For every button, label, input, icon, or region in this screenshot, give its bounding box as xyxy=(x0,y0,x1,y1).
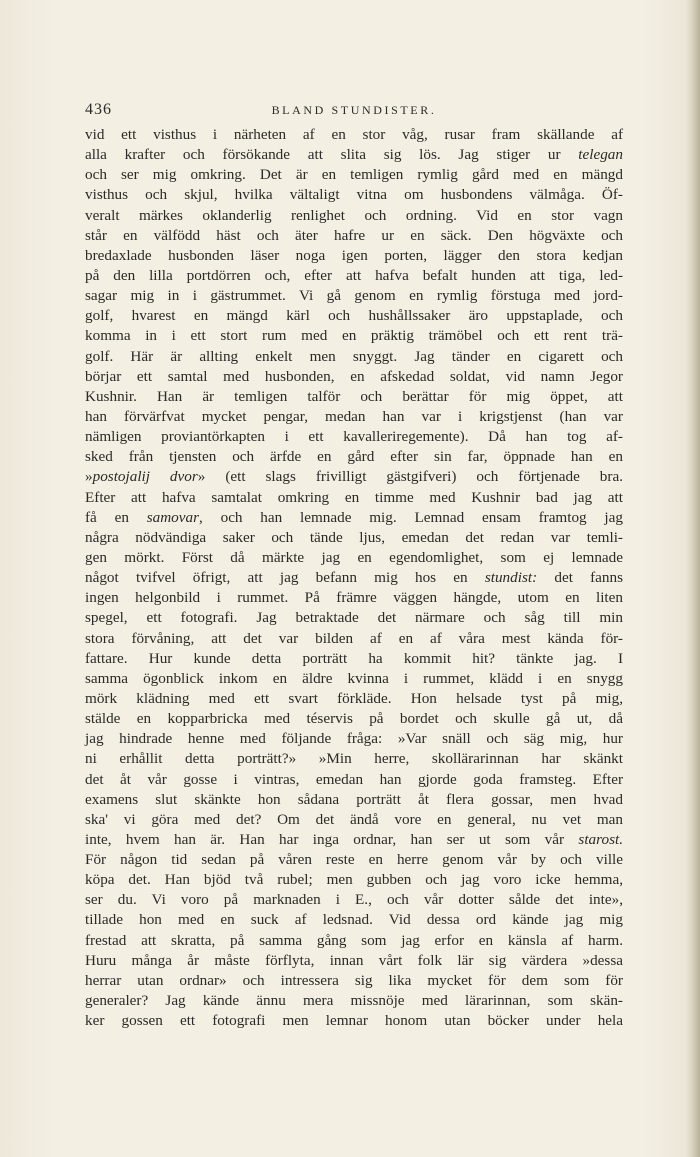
text-line: examens slut skänkte hon sådana porträtt åt flera gossar, men hvad xyxy=(85,790,623,808)
text-line: gen mörkt. Först då märkte jag en egendomlighet, som ej lemnade xyxy=(85,548,623,566)
text-line: tillade hon med en suck af ledsnad. Vid dessa ord kände jag mig xyxy=(85,911,623,929)
body-text xyxy=(85,125,623,1031)
page-edge-shadow xyxy=(686,0,700,1157)
text-line: ser du. Vi voro på marknaden i E., och vår dotter sålde det inte», xyxy=(85,891,623,909)
text-line: jag hindrade henne med följande fråga: »Var snäll och säg mig, hur xyxy=(85,730,623,748)
text-line: fattare. Hur kunde detta porträtt ha kommit hit? tänkte jag. I xyxy=(85,649,623,667)
text-line: få en samovar, och han lemnade mig. Lemnad ensam framtog jag xyxy=(85,508,623,526)
text-line: han förvärfvat mycket pengar, medan han var i krigstjenst (han var xyxy=(85,407,623,425)
text-line: ska' vi göra med det? Om det ändå vore en general, nu vet man xyxy=(85,810,623,828)
text-line: sked från tjensten och ärfde en gård efter sin far, öppnade han en xyxy=(85,448,623,466)
text-line: stora förvåning, att det var bilden af en af våra mest kända för- xyxy=(85,629,623,647)
text-line: komma in i ett stort rum med en präktig trämöbel och ett rent trä- xyxy=(85,327,623,345)
text-line: spegel, ett fotografi. Jag betraktade det närmare och såg till min xyxy=(85,609,623,627)
text-line: nämligen proviantörkapten i ett kavalleriregemente). Då han tog af- xyxy=(85,428,623,446)
page-number: 436 xyxy=(85,101,112,118)
text-line: Kushnir. Han är temligen talför och berättar för mig öppet, att xyxy=(85,387,623,405)
text-line: något tvifvel öfrigt, att jag befann mig hos en stundist: det fanns xyxy=(85,569,624,587)
text-line: sagar mig in i gästrummet. Vi gå genom en rymlig förstuga med jord- xyxy=(85,287,623,305)
text-line: börjar ett samtal med husbonden, en afskedad soldat, vid namn Jegor xyxy=(85,367,623,385)
text-line: samma ögonblick inkom en äldre kvinna i rummet, klädd i en snygg xyxy=(85,669,623,687)
text-line: visthus och skjul, hvilka vältaligt vitna om husbondens välmåga. Öf- xyxy=(85,186,623,204)
text-line: frestad att skratta, på samma gång som jag erfor en känsla af harm. xyxy=(85,931,623,949)
text-line: inte, hvem han är. Han har inga ordnar, han ser ut som vår starost. xyxy=(85,830,623,848)
text-line: ingen helgonbild i rummet. På främre väggen hängde, utom en liten xyxy=(85,589,623,607)
text-line: ker gossen ett fotografi men lemnar honom utan böcker under hela xyxy=(85,1012,623,1030)
text-line: och ser mig omkring. Det är en temligen rymlig gård med en mängd xyxy=(85,166,623,184)
text-line: bredaxlade husbonden läser noga igen porten, lägger den stora kedjan xyxy=(85,246,623,264)
text-line: alla krafter och försökande att slita sig lös. Jag stiger ur telegan xyxy=(85,146,623,164)
text-line: golf. Här är allting enkelt men snyggt. Jag tänder en cigarett och xyxy=(85,347,623,365)
text-line: på den lilla portdörren och, efter att hafva befalt hunden att tiga, led- xyxy=(85,266,623,284)
text-line: generaler? Jag kände ännu mera missnöje med lärarinnan, som skän- xyxy=(85,992,623,1010)
text-line: »postojalij dvor» (ett slags frivilligt gästgifveri) och förtjenade bra. xyxy=(85,468,623,486)
page-header xyxy=(85,101,623,123)
text-line: mörk klädning med ett svart förkläde. Hon helsade tyst på mig, xyxy=(85,689,623,707)
text-line: Efter att hafva samtalat omkring en timme med Kushnir bad jag att xyxy=(85,488,623,506)
text-line: några nödvändiga saker och tände ljus, emedan det redan var temli- xyxy=(85,528,623,546)
text-line: står en välfödd häst och äter hafre ur en säck. Den högväxte och xyxy=(85,226,623,244)
text-line: vid ett visthus i närheten af en stor våg, rusar fram skällande af xyxy=(85,126,623,143)
text-line: stälde en kopparbricka med téservis på bordet och skulle gå ut, då xyxy=(85,710,623,728)
text-line: herrar utan ordnar» och intressera sig lika mycket för dem som för xyxy=(85,971,623,989)
text-line: veralt märkes oklanderlig renlighet och ordning. Vid en stor vagn xyxy=(85,206,623,224)
running-title: BLAND STUNDISTER. xyxy=(271,103,437,117)
text-line: Huru många år måste förflyta, innan vårt folk lär sig värdera »dessa xyxy=(85,951,623,969)
text-line: golf, hvarest en mängd kärl och hushållssaker äro uppstaplade, och xyxy=(85,307,623,325)
text-line: det åt vår gosse i vintras, emedan han gjorde goda framsteg. Efter xyxy=(85,770,623,788)
text-line: ni erhållit detta porträtt?» »Min herre, skollärarinnan har skänkt xyxy=(85,750,623,768)
text-line: För någon tid sedan på våren reste en herre genom vår by och ville xyxy=(85,851,623,869)
text-line: köpa det. Han bjöd två rubel; men gubben och jag voro icke hemma, xyxy=(85,871,623,889)
